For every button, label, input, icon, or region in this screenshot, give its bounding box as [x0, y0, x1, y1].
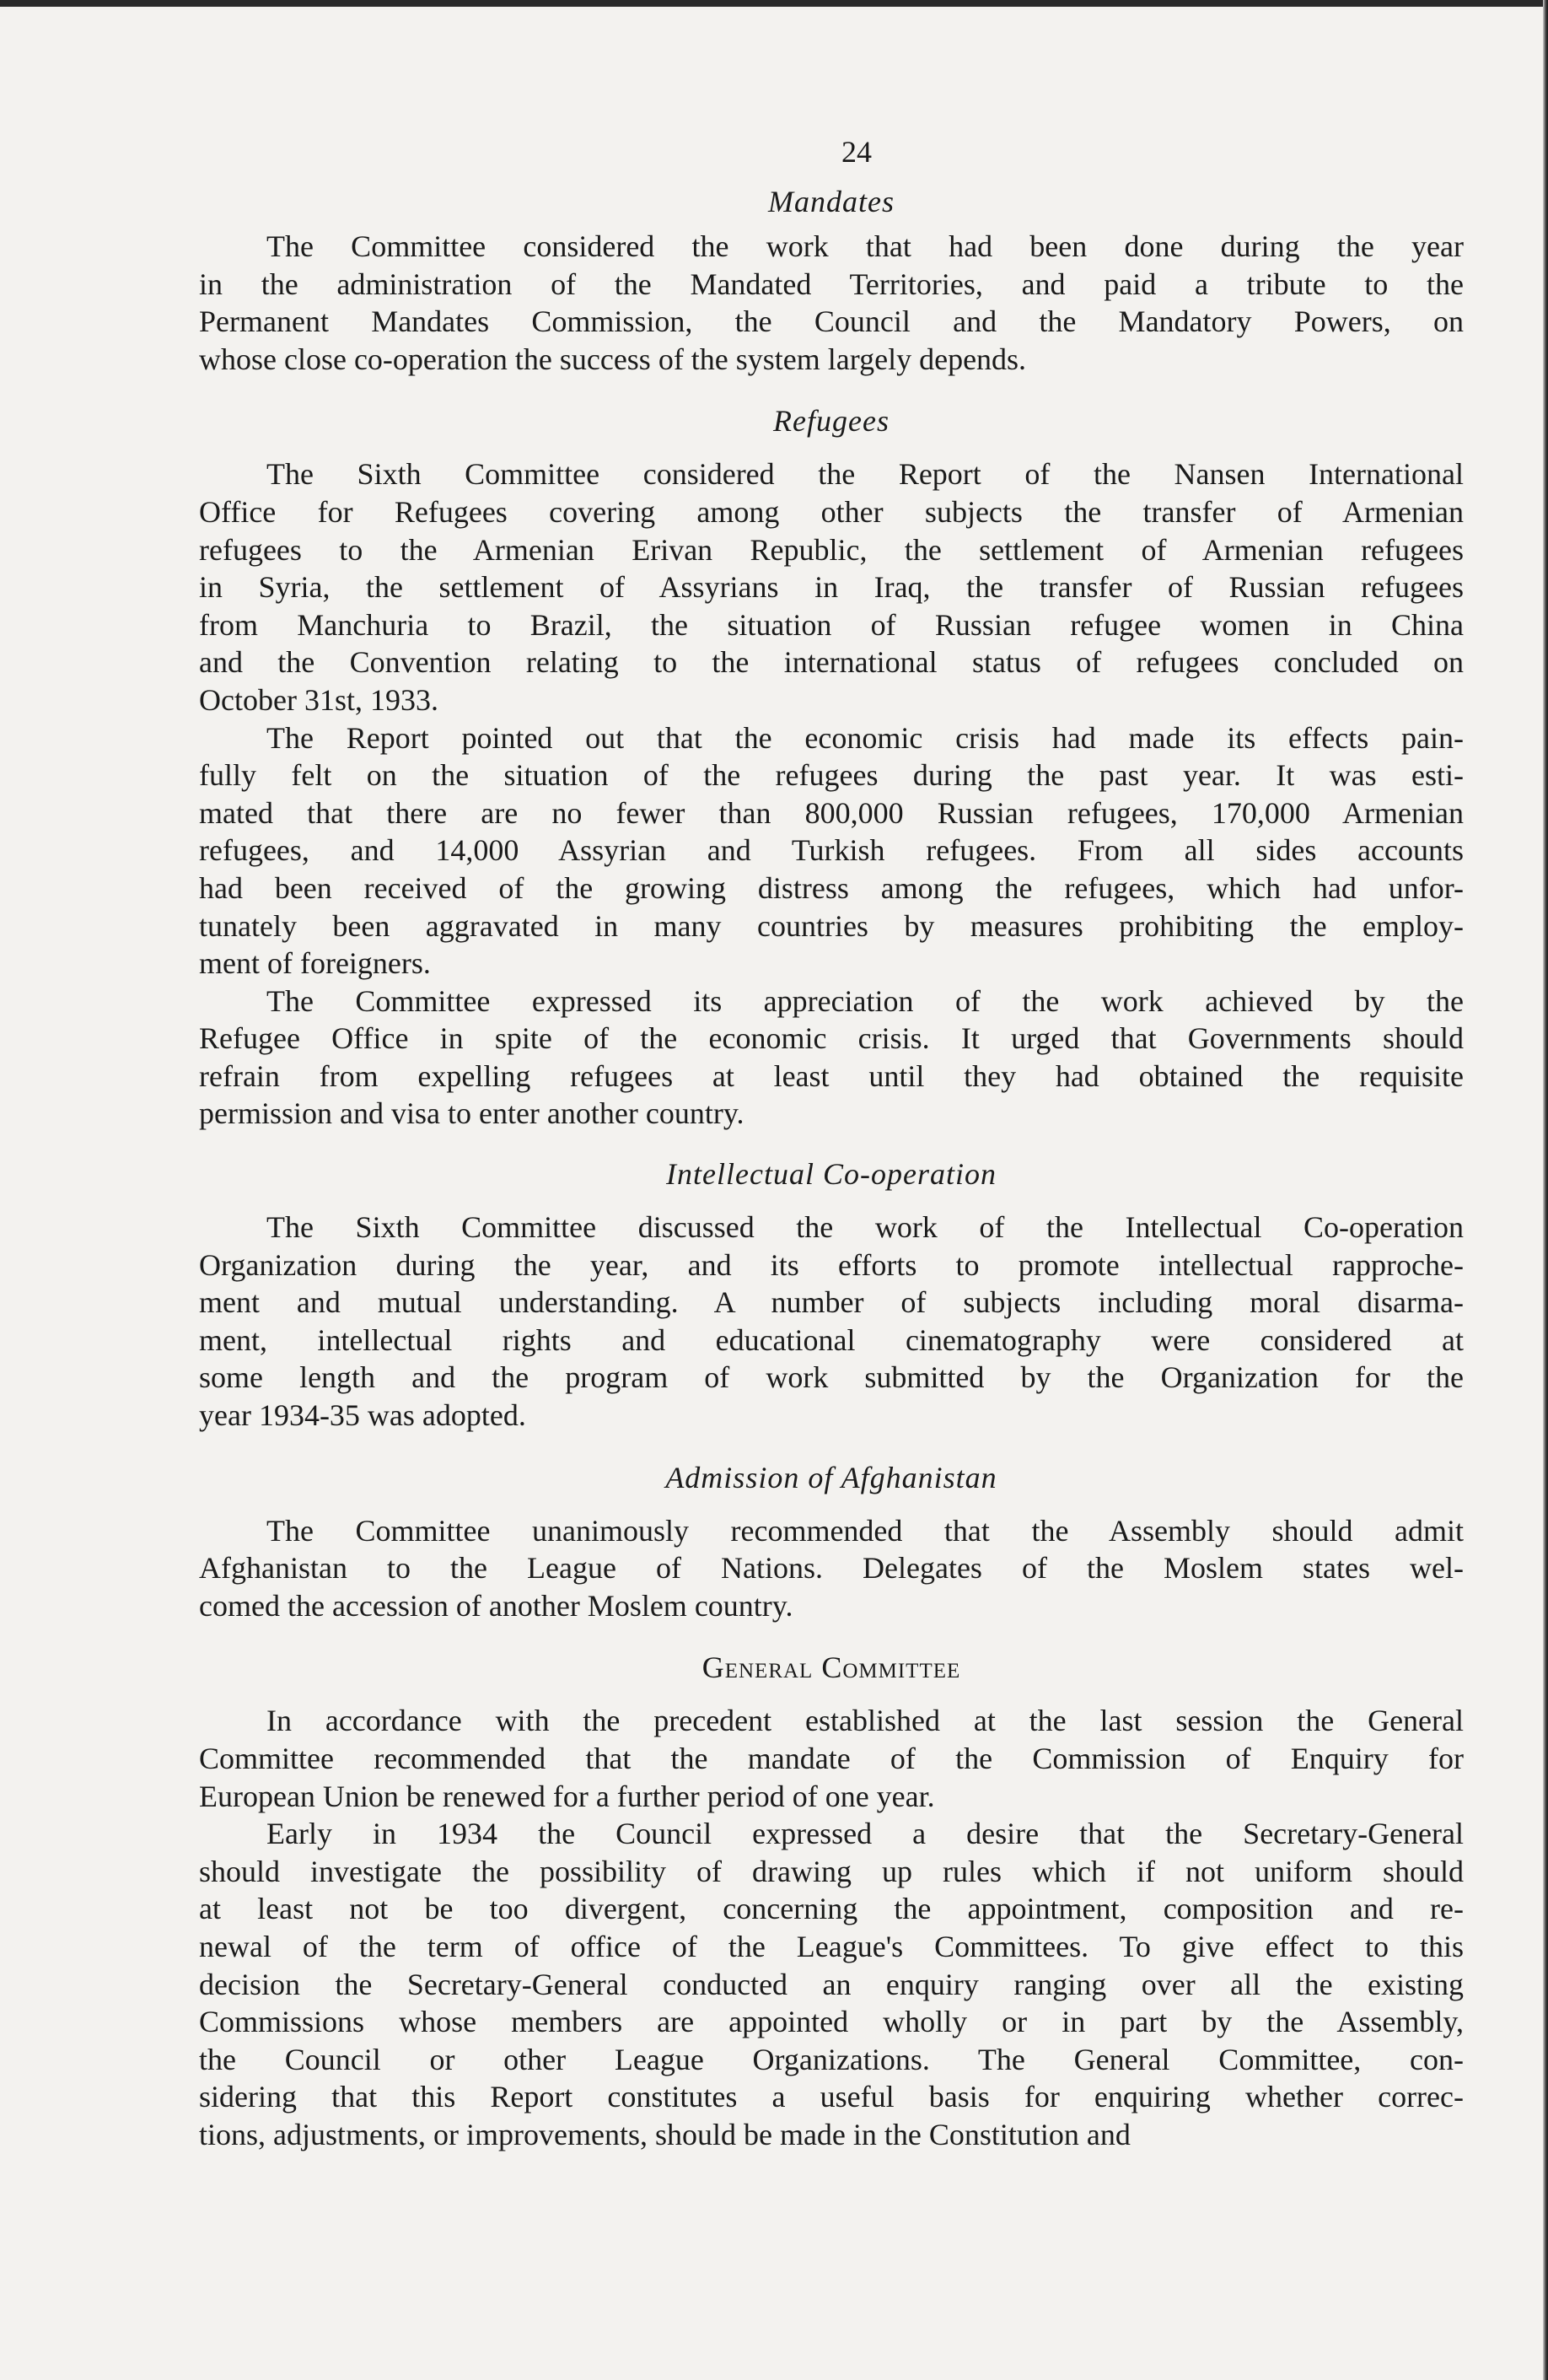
text-line: Commissions whose members are appointed wholly or in part by the Assembly,: [199, 2005, 1464, 2039]
text-line: mated that there are no fewer than 800,000 Russian refugees, 170,000 Armenian: [199, 795, 1464, 830]
text-line: The Report pointed out that the economic crisis had made its effects pain-: [266, 720, 1464, 755]
text-line: Permanent Mandates Commission, the Council and the Mandatory Powers, on: [199, 304, 1464, 339]
text-line: decision the Secretary-General conducted an enquiry ranging over all the existing: [199, 1967, 1464, 2001]
text-line: Early in 1934 the Council expressed a desire that the Secretary-General: [266, 1817, 1464, 1851]
text-line: in the administration of the Mandated Territories, and paid a tribute to the: [199, 267, 1464, 301]
text-line: Afghanistan to the League of Nations. Delegates of the Moslem states wel-: [199, 1551, 1464, 1586]
page-content: [199, 127, 1464, 2154]
section-general-committee: [199, 1646, 1464, 2153]
top-border-rule: [0, 0, 1548, 7]
right-border-rule: [1543, 0, 1548, 2380]
text-line: from Manchuria to Brazil, the situation of Russian refugee women in China: [199, 607, 1464, 642]
text-line: refugees, and 14,000 Assyrian and Turkish refugees. From all sides accounts: [199, 833, 1464, 868]
paragraph: [199, 719, 1464, 983]
section-heading: Refugees: [773, 404, 890, 439]
text-line: Refugee Office in spite of the economic crisis. It urged that Governments should: [199, 1021, 1464, 1056]
text-line: should investigate the possibility of drawing up rules which if not uniform should: [199, 1854, 1464, 1888]
text-line: tions, adjustments, or improvements, should be made in the Constitution and: [199, 2117, 1131, 2151]
paragraph: [199, 455, 1464, 719]
text-line: refugees to the Armenian Erivan Republic, the settlement of Armenian refugees: [199, 532, 1464, 567]
text-line: Organization during the year, and its efforts to promote intellectual rapproche-: [199, 1247, 1464, 1282]
text-line: had been received of the growing distress among the refugees, which had unfor-: [199, 870, 1464, 905]
section-heading: Admission of Afghanistan: [665, 1460, 997, 1494]
text-line: newal of the term of office of the League's Committees. To give effect to this: [199, 1929, 1464, 1963]
text-line: refrain from expelling refugees at least until they had obtained the requisite: [199, 1058, 1464, 1093]
section-heading: Mandates: [768, 185, 895, 218]
text-line: year 1934-35 was adopted.: [199, 1398, 526, 1433]
section-heading: General Committee: [701, 1650, 961, 1685]
text-line: the Council or other League Organizations. The General Committee, con-: [199, 2042, 1464, 2076]
text-line: some length and the program of work submitted by the Organization for the: [199, 1360, 1464, 1395]
text-line: The Sixth Committee discussed the work of the Intellectual Co-operation: [266, 1210, 1464, 1245]
text-line: sidering that this Report constitutes a useful basis for enquiring whether correc-: [199, 2080, 1464, 2114]
paragraph: [199, 228, 1464, 378]
paragraph: [199, 1702, 1464, 1815]
text-line: tunately been aggravated in many countries by measures prohibiting the employ-: [199, 908, 1464, 943]
text-line: The Committee considered the work that had been done during the year: [266, 229, 1464, 263]
text-line: Committee recommended that the mandate of the Commission of Enquiry for: [199, 1742, 1464, 1775]
text-line: The Committee unanimously recommended that the Assembly should admit: [266, 1513, 1464, 1548]
text-line: European Union be renewed for a further period of one year.: [199, 1779, 935, 1813]
text-line: October 31st, 1933.: [199, 682, 438, 717]
text-line: The Committee expressed its appreciation of the work achieved by the: [266, 983, 1464, 1018]
section-intellectual-co-operation: [199, 1153, 1464, 1435]
text-line: and the Convention relating to the international status of refugees concluded on: [199, 645, 1464, 680]
text-line: permission and visa to enter another country.: [199, 1096, 744, 1131]
text-line: Office for Refugees covering among other subjects the transfer of Armenian: [199, 494, 1464, 529]
sections-container: [199, 180, 1464, 2154]
text-line: comed the accession of another Moslem country.: [199, 1588, 793, 1623]
paragraph: [199, 1512, 1464, 1625]
text-line: whose close co-operation the success of the system largely depends.: [199, 342, 1027, 376]
text-line: fully felt on the situation of the refugees during the past year. It was esti-: [199, 758, 1464, 793]
text-line: The Sixth Committee considered the Report of the Nansen International: [266, 457, 1464, 492]
text-line: ment of foreigners.: [199, 946, 431, 981]
section-heading: Intellectual Co-operation: [666, 1157, 997, 1192]
text-line: in Syria, the settlement of Assyrians in Iraq, the transfer of Russian refugees: [199, 570, 1464, 605]
text-line: ment, intellectual rights and educational cinematography were considered at: [199, 1322, 1464, 1357]
paragraph: [199, 1815, 1464, 2153]
paragraph: [199, 983, 1464, 1133]
text-line: at least not be too divergent, concerning the appointment, composition and re-: [199, 1892, 1464, 1926]
text-line: ment and mutual understanding. A number of subjects including moral disarma-: [199, 1285, 1464, 1320]
page-number: 24: [841, 135, 872, 169]
paragraph: [199, 1209, 1464, 1435]
section-refugees: [199, 400, 1464, 1133]
section-admission-of-afghanistan: [199, 1457, 1464, 1625]
text-line: In accordance with the precedent established at the last session the General: [266, 1704, 1464, 1738]
section-mandates: [199, 180, 1464, 378]
